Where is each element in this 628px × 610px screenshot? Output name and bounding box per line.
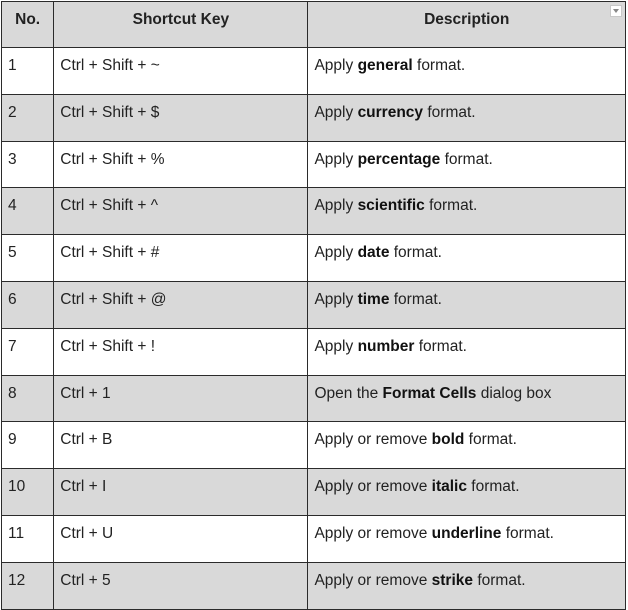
header-shortcut-key [54,2,308,48]
table-row [2,422,626,469]
cell-shortcut-key [54,422,308,469]
cell-no-text [2,235,53,262]
shortcut-key: Ctrl + Shift + ! [60,337,156,355]
cell-description [308,469,626,516]
cell-no-text [2,95,53,122]
shortcut-key: Ctrl + Shift + ~ [60,57,160,74]
cell-shortcut-key [54,94,308,141]
shortcut-key: Ctrl + I [60,478,107,496]
header-no [2,2,54,48]
cell-no [2,375,54,422]
cell-no [2,469,54,516]
table-row [2,48,626,95]
shortcut-key: Ctrl + Shift + $ [60,103,160,121]
cell-no-text [2,563,53,590]
shortcut-key: Ctrl + Shift + ^ [60,197,158,215]
shortcut-key: Ctrl + U [60,524,114,542]
cell-description-text [308,563,625,590]
description-prefix: Apply [314,337,358,355]
row-number: 8 [8,384,17,402]
table-row [2,141,626,188]
cell-shortcut-key [54,281,308,328]
description-prefix: Apply or remove [314,524,432,542]
cell-description [308,375,626,422]
description-keyword: time [357,290,390,308]
description-prefix: Apply [314,150,358,168]
description-suffix: format. [389,290,442,308]
description-prefix: Apply [314,290,358,308]
description-keyword: underline [431,524,502,542]
cell-description-text [308,48,625,75]
header-description [308,2,626,48]
cell-no [2,562,54,609]
cell-description [308,422,626,469]
table-row [2,515,626,562]
header-description-label: Description [424,11,510,28]
description-prefix: Apply [314,103,358,121]
row-number: 3 [8,150,17,168]
description-suffix: format. [424,197,478,215]
row-number: 7 [8,337,17,355]
shortcut-key: Ctrl + Shift + @ [60,290,167,308]
cell-shortcut-key-text [54,422,307,449]
cell-description [308,562,626,609]
table-row [2,235,626,282]
cell-shortcut-key-text [54,188,307,215]
cell-no-text [2,469,53,496]
cell-description-text [308,235,625,262]
cell-description-text [308,188,625,215]
cell-no-text [2,282,53,309]
row-number: 10 [8,478,26,496]
cell-description-text [308,95,625,122]
table-row [2,328,626,375]
description-suffix: format. [466,478,520,496]
header-shortcut-key-label: Shortcut Key [132,11,230,28]
table-row [2,281,626,328]
description-prefix: Apply or remove [314,571,432,589]
description-keyword: bold [431,431,465,449]
table-row [2,94,626,141]
cell-description-text [308,469,625,496]
description-prefix: Apply [314,244,358,262]
description-suffix: format. [440,150,493,168]
cell-description [308,188,626,235]
description-suffix: format. [501,524,554,542]
cell-shortcut-key [54,562,308,609]
description-suffix: format. [464,431,517,449]
cell-no [2,48,54,95]
cell-no-text [2,142,53,169]
shortcut-key: Ctrl + Shift + # [60,244,160,262]
shortcut-key: Ctrl + Shift + % [60,150,165,168]
description-prefix: Apply or remove [314,431,432,449]
description-prefix: Apply [314,197,358,215]
description-keyword: general [357,57,413,74]
cell-description [308,235,626,282]
table-row [2,562,626,609]
cell-no [2,94,54,141]
row-number: 4 [8,197,17,215]
description-keyword: date [357,244,390,262]
description-prefix: Apply or remove [314,478,432,496]
description-suffix: format. [473,571,526,589]
cell-shortcut-key-text [54,48,307,75]
filter-dropdown-icon[interactable] [610,5,622,17]
cell-no [2,188,54,235]
cell-shortcut-key-text [54,235,307,262]
description-keyword: percentage [357,150,441,168]
cell-no-text [2,329,53,356]
cell-shortcut-key [54,375,308,422]
cell-no-text [2,188,53,215]
cell-shortcut-key [54,328,308,375]
row-number: 2 [8,103,17,121]
description-suffix: format. [414,337,467,355]
description-keyword: scientific [357,197,425,215]
cell-shortcut-key-text [54,563,307,590]
description-keyword: strike [431,571,474,589]
cell-description [308,281,626,328]
header-no-label: No. [15,11,41,28]
table-header [2,2,626,48]
table-body [2,48,626,610]
description-suffix: format. [412,57,466,74]
shortcut-key: Ctrl + 1 [60,384,111,402]
cell-no-text [2,48,53,75]
description-keyword: number [357,337,415,355]
cell-description-text [308,422,625,449]
table-row [2,375,626,422]
description-keyword: Format Cells [382,384,477,402]
description-suffix: format. [423,103,476,121]
cell-no-text [2,516,53,543]
cell-description-text [308,282,625,309]
cell-shortcut-key-text [54,376,307,403]
description-keyword: currency [357,103,424,121]
cell-no [2,422,54,469]
description-suffix: dialog box [476,384,552,402]
description-suffix: format. [389,244,442,262]
cell-description [308,94,626,141]
cell-shortcut-key [54,48,308,95]
cell-description-text [308,142,625,169]
table-row [2,188,626,235]
cell-description-text [308,376,625,403]
row-number: 12 [8,571,26,589]
row-number: 11 [8,524,25,542]
cell-shortcut-key [54,515,308,562]
shortcut-key: Ctrl + 5 [60,571,111,589]
shortcut-table [1,1,626,610]
cell-shortcut-key [54,141,308,188]
cell-description [308,48,626,95]
cell-no [2,235,54,282]
cell-description-text [308,329,625,356]
description-prefix: Apply [314,57,358,74]
table-row [2,469,626,516]
cell-shortcut-key-text [54,282,307,309]
row-number: 5 [8,244,17,262]
cell-shortcut-key-text [54,142,307,169]
header-row [2,2,626,48]
cell-no-text [2,376,53,403]
cell-no [2,281,54,328]
cell-no [2,328,54,375]
row-number: 9 [8,431,17,449]
cell-shortcut-key-text [54,95,307,122]
cell-description [308,328,626,375]
cell-shortcut-key [54,235,308,282]
description-keyword: italic [431,478,467,496]
cell-shortcut-key [54,469,308,516]
cell-description-text [308,516,625,543]
description-prefix: Open the [314,384,383,402]
cell-no [2,141,54,188]
cell-shortcut-key-text [54,469,307,496]
row-number: 1 [8,57,17,74]
cell-shortcut-key [54,188,308,235]
cell-shortcut-key-text [54,329,307,356]
cell-description [308,141,626,188]
row-number: 6 [8,290,17,308]
cell-no [2,515,54,562]
cell-no-text [2,422,53,449]
cell-description [308,515,626,562]
shortcut-key: Ctrl + B [60,431,113,449]
cell-shortcut-key-text [54,516,307,543]
